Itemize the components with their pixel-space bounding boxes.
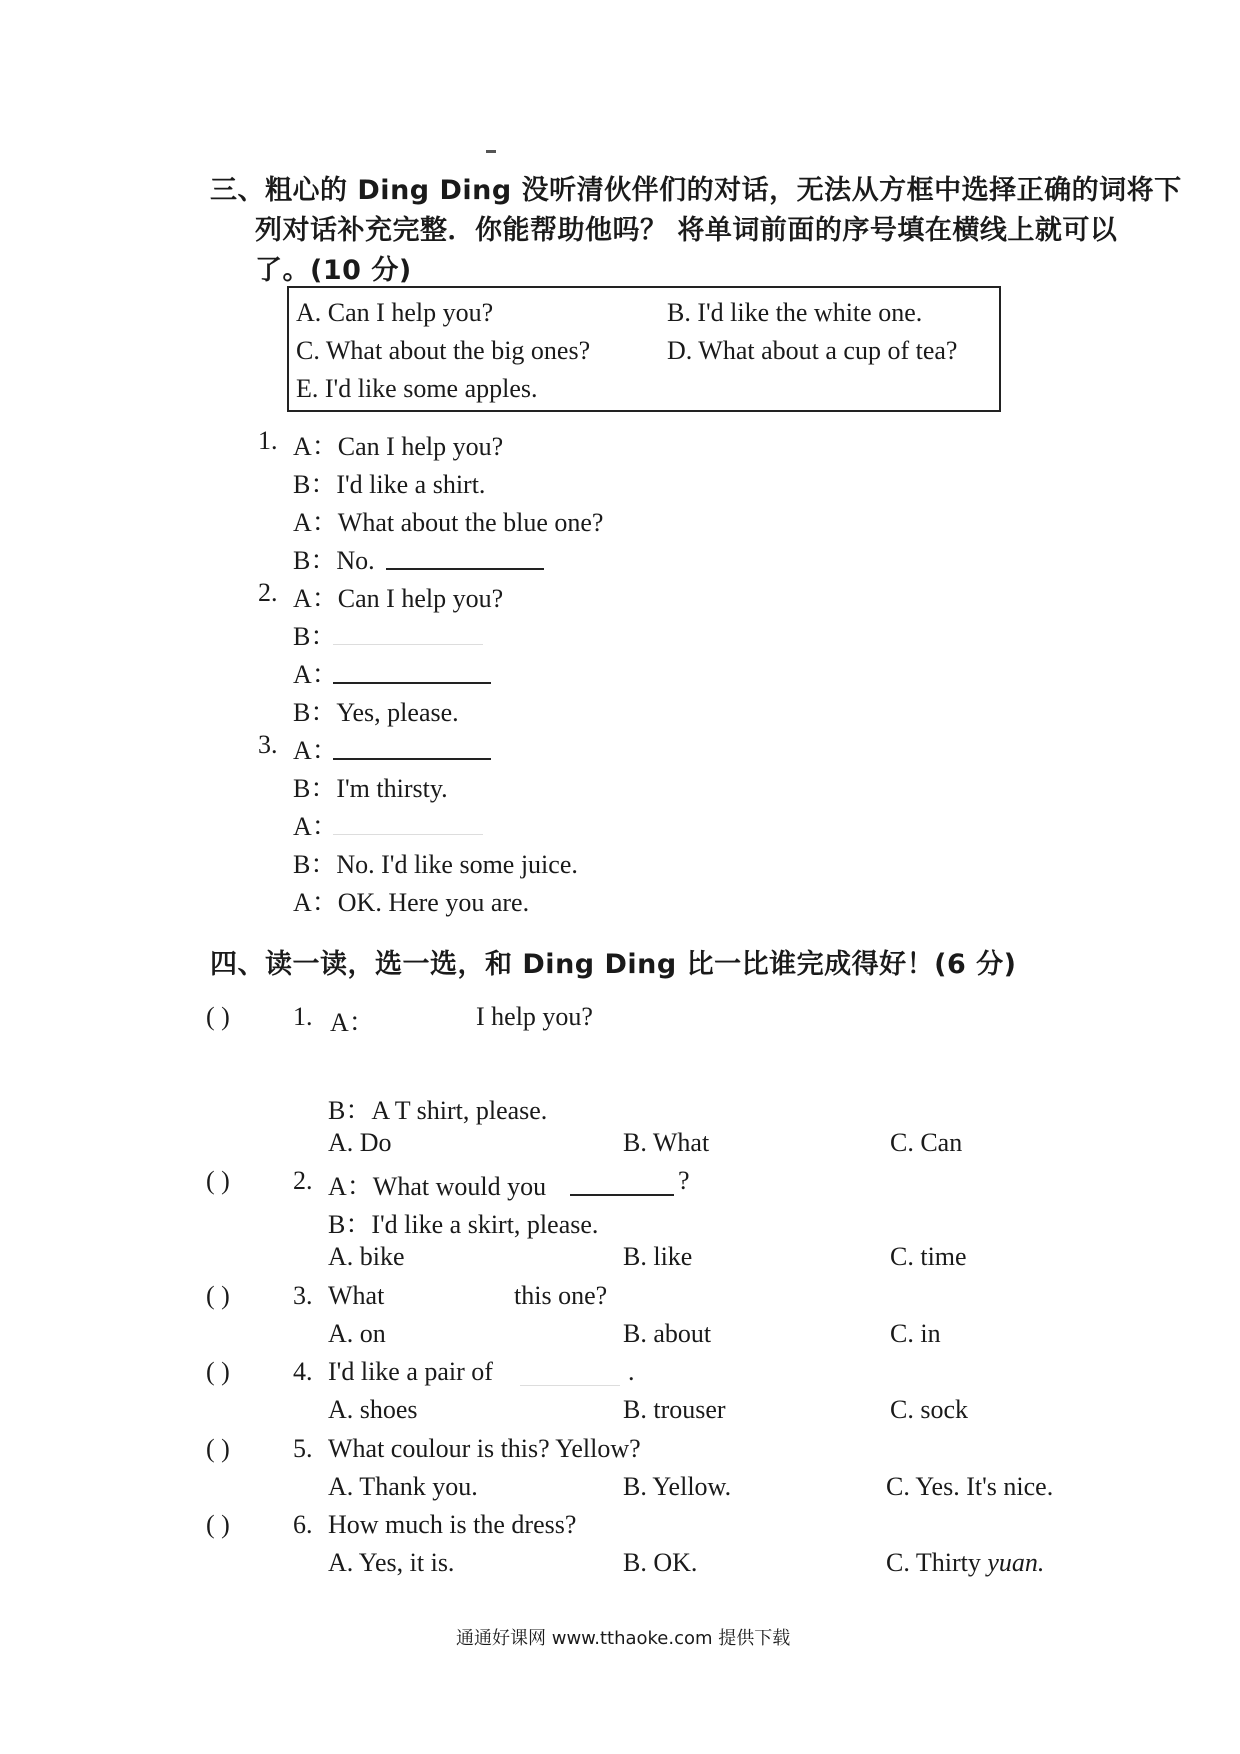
q3-answer-paren[interactable]: ( ): [206, 1281, 230, 1310]
q2-option-a: A. bike: [328, 1242, 405, 1271]
q1-line1a: A：: [330, 1008, 375, 1037]
q2-blank[interactable]: [570, 1194, 674, 1196]
dialogue1-number: 1.: [258, 426, 278, 455]
section4-heading: 四、读一读，选一选，和 Ding Ding 比一比谁完成得好！(6 分): [210, 949, 1017, 980]
q2-line1b: ?: [678, 1166, 690, 1195]
box-option-e: E. I'd like some apples.: [296, 374, 538, 403]
dialogue1-line2: B：I'd like a shirt.: [293, 470, 486, 499]
q4-blank[interactable]: [520, 1385, 620, 1386]
footer-text: 通通好课网 www.tthaoke.com 提供下载: [456, 1628, 791, 1649]
q2-number: 2.: [293, 1166, 313, 1195]
section3-heading-line2: 列对话补充完整．你能帮助他吗？ 将单词前面的序号填在横线上就可以: [255, 215, 1118, 246]
q1-number: 1.: [293, 1002, 313, 1031]
q1-answer-paren[interactable]: ( ): [206, 1002, 230, 1031]
dialogue2-line1: A：Can I help you?: [293, 584, 504, 613]
dialogue1-line4-text: B：No.: [293, 546, 375, 575]
q1-line1b: I help you?: [476, 1002, 593, 1031]
dialogue3-line3: A：: [293, 812, 338, 841]
box-option-d: D. What about a cup of tea?: [667, 336, 958, 365]
q4-number: 4.: [293, 1357, 313, 1386]
section3-heading-line1: 三、粗心的 Ding Ding 没听清伙伴们的对话，无法从方框中选择正确的词将下: [210, 175, 1182, 206]
dialogue3-line4: B：No. I'd like some juice.: [293, 850, 578, 879]
q6-number: 6.: [293, 1510, 313, 1539]
dialogue3-line5: A：OK. Here you are.: [293, 888, 530, 917]
q5-option-a: A. Thank you.: [328, 1472, 478, 1501]
q6-option-c-italic: yuan.: [987, 1548, 1045, 1577]
q3-option-b: B. about: [623, 1319, 712, 1348]
q5-option-b: B. Yellow.: [623, 1472, 732, 1501]
dialogue2-line3: A：: [293, 660, 338, 689]
q1-option-a: A. Do: [328, 1128, 392, 1157]
q3-line1b: this one?: [514, 1281, 608, 1310]
q5-line1a: What coulour is this? Yellow?: [328, 1434, 641, 1463]
q6-option-b: B. OK.: [623, 1548, 698, 1577]
q6-option-c: [886, 1548, 1044, 1578]
q6-line1a: How much is the dress?: [328, 1510, 577, 1539]
dialogue1-blank[interactable]: [386, 568, 544, 570]
q5-answer-paren[interactable]: ( ): [206, 1434, 230, 1463]
q6-answer-paren[interactable]: ( ): [206, 1510, 230, 1539]
q2-option-b: B. like: [623, 1242, 693, 1271]
dialogue1-line1: A：Can I help you?: [293, 432, 504, 461]
q2-answer-paren[interactable]: ( ): [206, 1166, 230, 1195]
q6-option-c-text: C. Thirty: [886, 1548, 981, 1577]
box-option-b: B. I'd like the white one.: [667, 298, 923, 327]
q2-line2: B：I'd like a skirt, please.: [328, 1210, 599, 1239]
q2-line1a: A：What would you: [328, 1172, 547, 1201]
q3-option-a: A. on: [328, 1319, 386, 1348]
dialogue1-line3: A：What about the blue one?: [293, 508, 604, 537]
dialogue3-line2: B：I'm thirsty.: [293, 774, 448, 803]
box-option-a: A. Can I help you?: [296, 298, 494, 327]
q1-option-c: C. Can: [890, 1128, 963, 1157]
dialogue2-line2: B：: [293, 622, 337, 651]
dialogue2-blank-b[interactable]: [333, 644, 483, 645]
dialogue1-line4: [293, 540, 375, 577]
q3-option-c: C. in: [890, 1319, 941, 1348]
dialogue3-line1: A：: [293, 736, 338, 765]
q4-answer-paren[interactable]: ( ): [206, 1357, 230, 1386]
dialogue3-blank-a1[interactable]: [333, 758, 491, 760]
q6-option-a: A. Yes, it is.: [328, 1548, 455, 1577]
dialogue2-number: 2.: [258, 578, 278, 607]
q5-number: 5.: [293, 1434, 313, 1463]
dialogue3-number: 3.: [258, 730, 278, 759]
section3-heading-line3: 了。(10 分): [255, 255, 412, 286]
dialogue3-blank-a2[interactable]: [333, 834, 483, 835]
q4-option-b: B. trouser: [623, 1395, 726, 1424]
q5-option-c: C. Yes. It's nice.: [886, 1472, 1054, 1501]
q4-line1a: I'd like a pair of: [328, 1357, 493, 1386]
q3-line1a: What: [328, 1281, 385, 1310]
dialogue2-line4: B：Yes, please.: [293, 698, 459, 727]
box-option-c: C. What about the big ones?: [296, 336, 591, 365]
q4-option-a: A. shoes: [328, 1395, 418, 1424]
q1-line2: B：A T shirt, please.: [328, 1096, 548, 1125]
q4-option-c: C. sock: [890, 1395, 968, 1424]
dialogue2-blank-a[interactable]: [333, 682, 491, 684]
q4-line1b: .: [628, 1357, 635, 1386]
q3-number: 3.: [293, 1281, 313, 1310]
scan-speck: [486, 150, 496, 153]
q2-option-c: C. time: [890, 1242, 967, 1271]
q1-option-b: B. What: [623, 1128, 710, 1157]
